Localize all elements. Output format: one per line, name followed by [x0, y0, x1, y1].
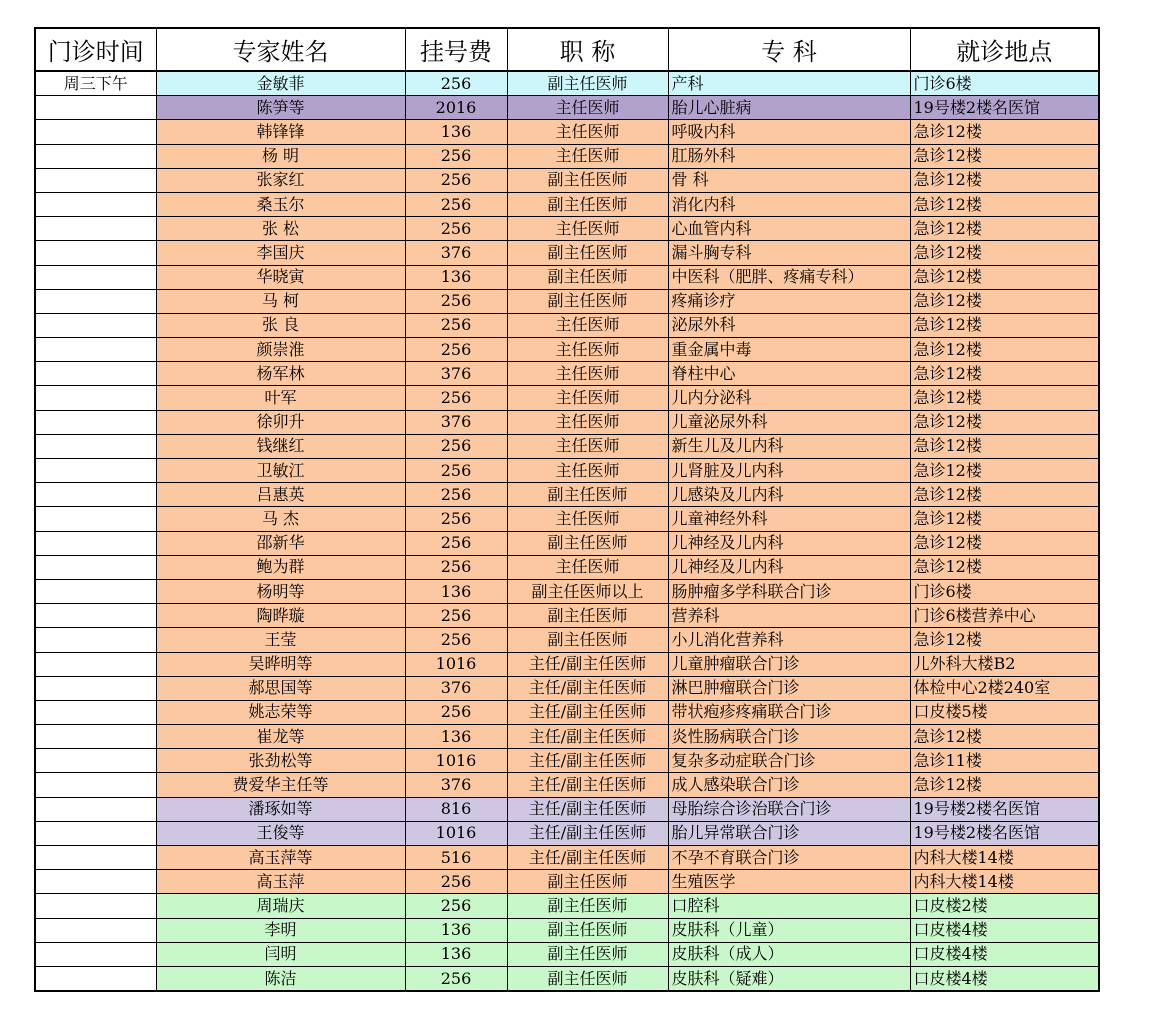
header-clinic-time: 门诊时间 — [35, 28, 156, 71]
table-row — [35, 120, 1099, 144]
expert-name-cell: 陶晔璇 — [156, 604, 405, 628]
table-row — [35, 313, 1099, 337]
expert-name-cell: 张 良 — [156, 313, 405, 337]
expert-name-cell: 崔龙等 — [156, 725, 405, 749]
expert-name-cell: 潘琢如等 — [156, 797, 405, 821]
expert-name-cell: 张劲松等 — [156, 749, 405, 773]
specialty-cell: 疼痛诊疗 — [668, 289, 910, 313]
fee-cell: 136 — [405, 120, 507, 144]
location-cell: 19号楼2楼名医馆 — [910, 96, 1099, 120]
expert-name-cell: 邵新华 — [156, 531, 405, 555]
table-row — [35, 386, 1099, 410]
clinic-time-cell — [35, 846, 156, 870]
header-registration-fee: 挂号费 — [405, 28, 507, 71]
specialty-cell: 皮肤科（成人） — [668, 942, 910, 966]
clinic-time-cell — [35, 725, 156, 749]
location-cell: 急诊12楼 — [910, 362, 1099, 386]
location-cell: 口皮楼4楼 — [910, 942, 1099, 966]
expert-name-cell: 王俊等 — [156, 821, 405, 845]
fee-cell: 256 — [405, 894, 507, 918]
specialty-cell: 骨 科 — [668, 168, 910, 192]
job-title-cell: 主任医师 — [507, 96, 668, 120]
expert-name-cell: 李国庆 — [156, 241, 405, 265]
fee-cell: 376 — [405, 773, 507, 797]
fee-cell: 256 — [405, 386, 507, 410]
expert-name-cell: 叶军 — [156, 386, 405, 410]
specialty-cell: 炎性肠病联合门诊 — [668, 725, 910, 749]
expert-name-cell: 桑玉尔 — [156, 192, 405, 216]
fee-cell: 816 — [405, 797, 507, 821]
clinic-time-cell — [35, 96, 156, 120]
expert-name-cell: 费爱华主任等 — [156, 773, 405, 797]
specialty-cell: 消化内科 — [668, 192, 910, 216]
specialty-cell: 呼吸内科 — [668, 120, 910, 144]
table-row — [35, 797, 1099, 821]
clinic-time-cell — [35, 652, 156, 676]
clinic-time-cell — [35, 676, 156, 700]
job-title-cell: 副主任医师 — [507, 241, 668, 265]
specialty-cell: 中医科（肥胖、疼痛专科） — [668, 265, 910, 289]
specialty-cell: 儿童肿瘤联合门诊 — [668, 652, 910, 676]
expert-name-cell: 吕惠英 — [156, 483, 405, 507]
clinic-time-cell — [35, 313, 156, 337]
job-title-cell: 主任/副主任医师 — [507, 652, 668, 676]
clinic-time-cell — [35, 410, 156, 434]
fee-cell: 1016 — [405, 749, 507, 773]
location-cell: 急诊12楼 — [910, 773, 1099, 797]
fee-cell: 256 — [405, 555, 507, 579]
location-cell: 急诊12楼 — [910, 410, 1099, 434]
expert-name-cell: 吴晔明等 — [156, 652, 405, 676]
location-cell: 急诊12楼 — [910, 120, 1099, 144]
clinic-time-cell — [35, 579, 156, 603]
location-cell: 急诊12楼 — [910, 628, 1099, 652]
fee-cell: 256 — [405, 604, 507, 628]
clinic-time-cell — [35, 362, 156, 386]
table-row — [35, 410, 1099, 434]
specialty-cell: 带状疱疹疼痛联合门诊 — [668, 700, 910, 724]
location-cell: 门诊6楼营养中心 — [910, 604, 1099, 628]
clinic-time-cell — [35, 628, 156, 652]
job-title-cell: 主任/副主任医师 — [507, 846, 668, 870]
clinic-time-cell — [35, 265, 156, 289]
specialty-cell: 母胎综合诊治联合门诊 — [668, 797, 910, 821]
clinic-time-cell — [35, 434, 156, 458]
table-row — [35, 628, 1099, 652]
job-title-cell: 主任医师 — [507, 120, 668, 144]
specialty-cell: 儿神经及儿内科 — [668, 531, 910, 555]
clinic-time-cell — [35, 338, 156, 362]
fee-cell: 516 — [405, 846, 507, 870]
expert-name-cell: 钱继红 — [156, 434, 405, 458]
clinic-time-cell — [35, 870, 156, 894]
location-cell: 急诊12楼 — [910, 386, 1099, 410]
fee-cell: 256 — [405, 434, 507, 458]
location-cell: 19号楼2楼名医馆 — [910, 821, 1099, 845]
location-cell: 急诊12楼 — [910, 434, 1099, 458]
clinic-time-cell — [35, 700, 156, 724]
job-title-cell: 副主任医师以上 — [507, 579, 668, 603]
location-cell: 体检中心2楼240室 — [910, 676, 1099, 700]
header-location: 就诊地点 — [910, 28, 1099, 71]
specialty-cell: 皮肤科（儿童） — [668, 918, 910, 942]
specialty-cell: 胎儿异常联合门诊 — [668, 821, 910, 845]
specialty-cell: 小儿消化营养科 — [668, 628, 910, 652]
clinic-time-cell — [35, 749, 156, 773]
specialty-cell: 重金属中毒 — [668, 338, 910, 362]
expert-name-cell: 周瑞庆 — [156, 894, 405, 918]
specialty-cell: 生殖医学 — [668, 870, 910, 894]
expert-name-cell: 韩锋锋 — [156, 120, 405, 144]
expert-name-cell: 陈洁 — [156, 966, 405, 991]
location-cell: 急诊12楼 — [910, 265, 1099, 289]
table-row — [35, 241, 1099, 265]
fee-cell: 1016 — [405, 652, 507, 676]
location-cell: 急诊12楼 — [910, 241, 1099, 265]
clinic-time-cell — [35, 241, 156, 265]
header-job-title: 职 称 — [507, 28, 668, 71]
table-row — [35, 217, 1099, 241]
location-cell: 急诊12楼 — [910, 555, 1099, 579]
fee-cell: 256 — [405, 338, 507, 362]
expert-name-cell: 颜崇淮 — [156, 338, 405, 362]
location-cell: 急诊12楼 — [910, 459, 1099, 483]
location-cell: 急诊12楼 — [910, 507, 1099, 531]
job-title-cell: 副主任医师 — [507, 628, 668, 652]
job-title-cell: 主任/副主任医师 — [507, 797, 668, 821]
expert-name-cell: 卫敏江 — [156, 459, 405, 483]
expert-name-cell: 闫明 — [156, 942, 405, 966]
fee-cell: 256 — [405, 217, 507, 241]
location-cell: 急诊12楼 — [910, 192, 1099, 216]
job-title-cell: 副主任医师 — [507, 265, 668, 289]
job-title-cell: 主任医师 — [507, 313, 668, 337]
location-cell: 门诊6楼 — [910, 579, 1099, 603]
fee-cell: 376 — [405, 676, 507, 700]
job-title-cell: 副主任医师 — [507, 870, 668, 894]
job-title-cell: 副主任医师 — [507, 483, 668, 507]
fee-cell: 376 — [405, 241, 507, 265]
clinic-time-cell — [35, 386, 156, 410]
job-title-cell: 主任医师 — [507, 386, 668, 410]
clinic-time-cell — [35, 918, 156, 942]
fee-cell: 256 — [405, 71, 507, 96]
specialty-cell: 胎儿心脏病 — [668, 96, 910, 120]
specialty-cell: 泌尿外科 — [668, 313, 910, 337]
specialty-cell: 产科 — [668, 71, 910, 96]
expert-name-cell: 王莹 — [156, 628, 405, 652]
location-cell: 急诊11楼 — [910, 749, 1099, 773]
location-cell: 门诊6楼 — [910, 71, 1099, 96]
specialty-cell: 新生儿及儿内科 — [668, 434, 910, 458]
table-row — [35, 942, 1099, 966]
job-title-cell: 副主任医师 — [507, 918, 668, 942]
expert-name-cell: 鲍为群 — [156, 555, 405, 579]
expert-name-cell: 郝思国等 — [156, 676, 405, 700]
table-row — [35, 507, 1099, 531]
job-title-cell: 主任/副主任医师 — [507, 700, 668, 724]
clinic-time-cell — [35, 894, 156, 918]
clinic-time-cell — [35, 966, 156, 991]
location-cell: 急诊12楼 — [910, 289, 1099, 313]
job-title-cell: 主任医师 — [507, 338, 668, 362]
clinic-time-cell — [35, 507, 156, 531]
clinic-schedule-table — [34, 27, 1100, 992]
table-row — [35, 846, 1099, 870]
table-row — [35, 604, 1099, 628]
location-cell: 内科大楼14楼 — [910, 870, 1099, 894]
specialty-cell: 复杂多动症联合门诊 — [668, 749, 910, 773]
table-row — [35, 652, 1099, 676]
job-title-cell: 主任/副主任医师 — [507, 676, 668, 700]
location-cell: 口皮楼2楼 — [910, 894, 1099, 918]
location-cell: 急诊12楼 — [910, 725, 1099, 749]
location-cell: 急诊12楼 — [910, 483, 1099, 507]
job-title-cell: 副主任医师 — [507, 531, 668, 555]
table-row — [35, 555, 1099, 579]
fee-cell: 256 — [405, 628, 507, 652]
specialty-cell: 成人感染联合门诊 — [668, 773, 910, 797]
job-title-cell: 主任医师 — [507, 434, 668, 458]
expert-name-cell: 陈笋等 — [156, 96, 405, 120]
table-row — [35, 459, 1099, 483]
specialty-cell: 营养科 — [668, 604, 910, 628]
fee-cell: 256 — [405, 459, 507, 483]
expert-name-cell: 金敏菲 — [156, 71, 405, 96]
job-title-cell: 主任医师 — [507, 410, 668, 434]
location-cell: 急诊12楼 — [910, 338, 1099, 362]
expert-name-cell: 杨 明 — [156, 144, 405, 168]
table-row — [35, 676, 1099, 700]
fee-cell: 136 — [405, 579, 507, 603]
table-row — [35, 821, 1099, 845]
table-row — [35, 71, 1099, 96]
clinic-time-cell — [35, 821, 156, 845]
expert-name-cell: 马 柯 — [156, 289, 405, 313]
job-title-cell: 副主任医师 — [507, 71, 668, 96]
table-row — [35, 773, 1099, 797]
location-cell: 口皮楼4楼 — [910, 918, 1099, 942]
clinic-time-cell — [35, 555, 156, 579]
location-cell: 急诊12楼 — [910, 168, 1099, 192]
table-row — [35, 289, 1099, 313]
job-title-cell: 副主任医师 — [507, 966, 668, 991]
table-row — [35, 362, 1099, 386]
table-row — [35, 966, 1099, 991]
fee-cell: 256 — [405, 289, 507, 313]
specialty-cell: 儿童泌尿外科 — [668, 410, 910, 434]
specialty-cell: 儿肾脏及儿内科 — [668, 459, 910, 483]
table-row — [35, 144, 1099, 168]
specialty-cell: 淋巴肿瘤联合门诊 — [668, 676, 910, 700]
table-row — [35, 265, 1099, 289]
fee-cell: 256 — [405, 144, 507, 168]
job-title-cell: 副主任医师 — [507, 942, 668, 966]
location-cell: 口皮楼5楼 — [910, 700, 1099, 724]
table-row — [35, 338, 1099, 362]
job-title-cell: 副主任医师 — [507, 604, 668, 628]
table-row — [35, 483, 1099, 507]
location-cell: 急诊12楼 — [910, 313, 1099, 337]
job-title-cell: 副主任医师 — [507, 192, 668, 216]
fee-cell: 136 — [405, 725, 507, 749]
header-specialty: 专 科 — [668, 28, 910, 71]
fee-cell: 256 — [405, 168, 507, 192]
fee-cell: 256 — [405, 700, 507, 724]
clinic-time-cell — [35, 604, 156, 628]
specialty-cell: 脊柱中心 — [668, 362, 910, 386]
clinic-time-cell — [35, 120, 156, 144]
fee-cell: 256 — [405, 507, 507, 531]
specialty-cell: 心血管内科 — [668, 217, 910, 241]
fee-cell: 256 — [405, 966, 507, 991]
location-cell: 急诊12楼 — [910, 144, 1099, 168]
expert-name-cell: 张 松 — [156, 217, 405, 241]
expert-name-cell: 徐卯升 — [156, 410, 405, 434]
job-title-cell: 主任/副主任医师 — [507, 749, 668, 773]
expert-name-cell: 高玉萍 — [156, 870, 405, 894]
job-title-cell: 主任医师 — [507, 217, 668, 241]
fee-cell: 376 — [405, 362, 507, 386]
table-row — [35, 749, 1099, 773]
expert-name-cell: 华晓寅 — [156, 265, 405, 289]
location-cell: 急诊12楼 — [910, 531, 1099, 555]
job-title-cell: 主任医师 — [507, 555, 668, 579]
fee-cell: 136 — [405, 265, 507, 289]
fee-cell: 256 — [405, 483, 507, 507]
job-title-cell: 主任医师 — [507, 144, 668, 168]
job-title-cell: 主任/副主任医师 — [507, 821, 668, 845]
table-row — [35, 918, 1099, 942]
specialty-cell: 肠肿瘤多学科联合门诊 — [668, 579, 910, 603]
job-title-cell: 主任/副主任医师 — [507, 725, 668, 749]
fee-cell: 136 — [405, 942, 507, 966]
clinic-time-cell — [35, 289, 156, 313]
specialty-cell: 不孕不育联合门诊 — [668, 846, 910, 870]
expert-name-cell: 杨明等 — [156, 579, 405, 603]
fee-cell: 256 — [405, 531, 507, 555]
clinic-time-cell — [35, 797, 156, 821]
specialty-cell: 儿内分泌科 — [668, 386, 910, 410]
specialty-cell: 肛肠外科 — [668, 144, 910, 168]
specialty-cell: 儿感染及儿内科 — [668, 483, 910, 507]
fee-cell: 256 — [405, 313, 507, 337]
location-cell: 19号楼2楼名医馆 — [910, 797, 1099, 821]
expert-name-cell: 高玉萍等 — [156, 846, 405, 870]
header-expert-name: 专家姓名 — [156, 28, 405, 71]
job-title-cell: 副主任医师 — [507, 289, 668, 313]
clinic-time-cell — [35, 144, 156, 168]
expert-name-cell: 张家红 — [156, 168, 405, 192]
location-cell: 口皮楼4楼 — [910, 966, 1099, 991]
specialty-cell: 皮肤科（疑难） — [668, 966, 910, 991]
specialty-cell: 儿神经及儿内科 — [668, 555, 910, 579]
specialty-cell: 漏斗胸专科 — [668, 241, 910, 265]
table-row — [35, 192, 1099, 216]
job-title-cell: 副主任医师 — [507, 168, 668, 192]
clinic-time-cell — [35, 942, 156, 966]
table-row — [35, 531, 1099, 555]
location-cell: 内科大楼14楼 — [910, 846, 1099, 870]
clinic-time-cell: 周三下午 — [35, 71, 156, 96]
clinic-time-cell — [35, 773, 156, 797]
clinic-time-cell — [35, 192, 156, 216]
table-row — [35, 579, 1099, 603]
job-title-cell: 主任医师 — [507, 362, 668, 386]
table-row — [35, 700, 1099, 724]
job-title-cell: 副主任医师 — [507, 894, 668, 918]
table-row — [35, 725, 1099, 749]
clinic-time-cell — [35, 217, 156, 241]
clinic-time-cell — [35, 168, 156, 192]
job-title-cell: 主任医师 — [507, 507, 668, 531]
fee-cell: 1016 — [405, 821, 507, 845]
fee-cell: 2016 — [405, 96, 507, 120]
clinic-time-cell — [35, 483, 156, 507]
table-row — [35, 168, 1099, 192]
expert-name-cell: 李明 — [156, 918, 405, 942]
expert-name-cell: 马 杰 — [156, 507, 405, 531]
fee-cell: 136 — [405, 918, 507, 942]
table-body — [35, 71, 1099, 991]
fee-cell: 256 — [405, 192, 507, 216]
table-row — [35, 434, 1099, 458]
job-title-cell: 主任/副主任医师 — [507, 773, 668, 797]
clinic-time-cell — [35, 459, 156, 483]
specialty-cell: 口腔科 — [668, 894, 910, 918]
header-row — [35, 28, 1099, 71]
table-row — [35, 96, 1099, 120]
table-row — [35, 870, 1099, 894]
fee-cell: 376 — [405, 410, 507, 434]
specialty-cell: 儿童神经外科 — [668, 507, 910, 531]
clinic-time-cell — [35, 531, 156, 555]
fee-cell: 256 — [405, 870, 507, 894]
table-row — [35, 894, 1099, 918]
location-cell: 儿外科大楼B2 — [910, 652, 1099, 676]
job-title-cell: 主任医师 — [507, 459, 668, 483]
expert-name-cell: 杨军林 — [156, 362, 405, 386]
expert-name-cell: 姚志荣等 — [156, 700, 405, 724]
location-cell: 急诊12楼 — [910, 217, 1099, 241]
